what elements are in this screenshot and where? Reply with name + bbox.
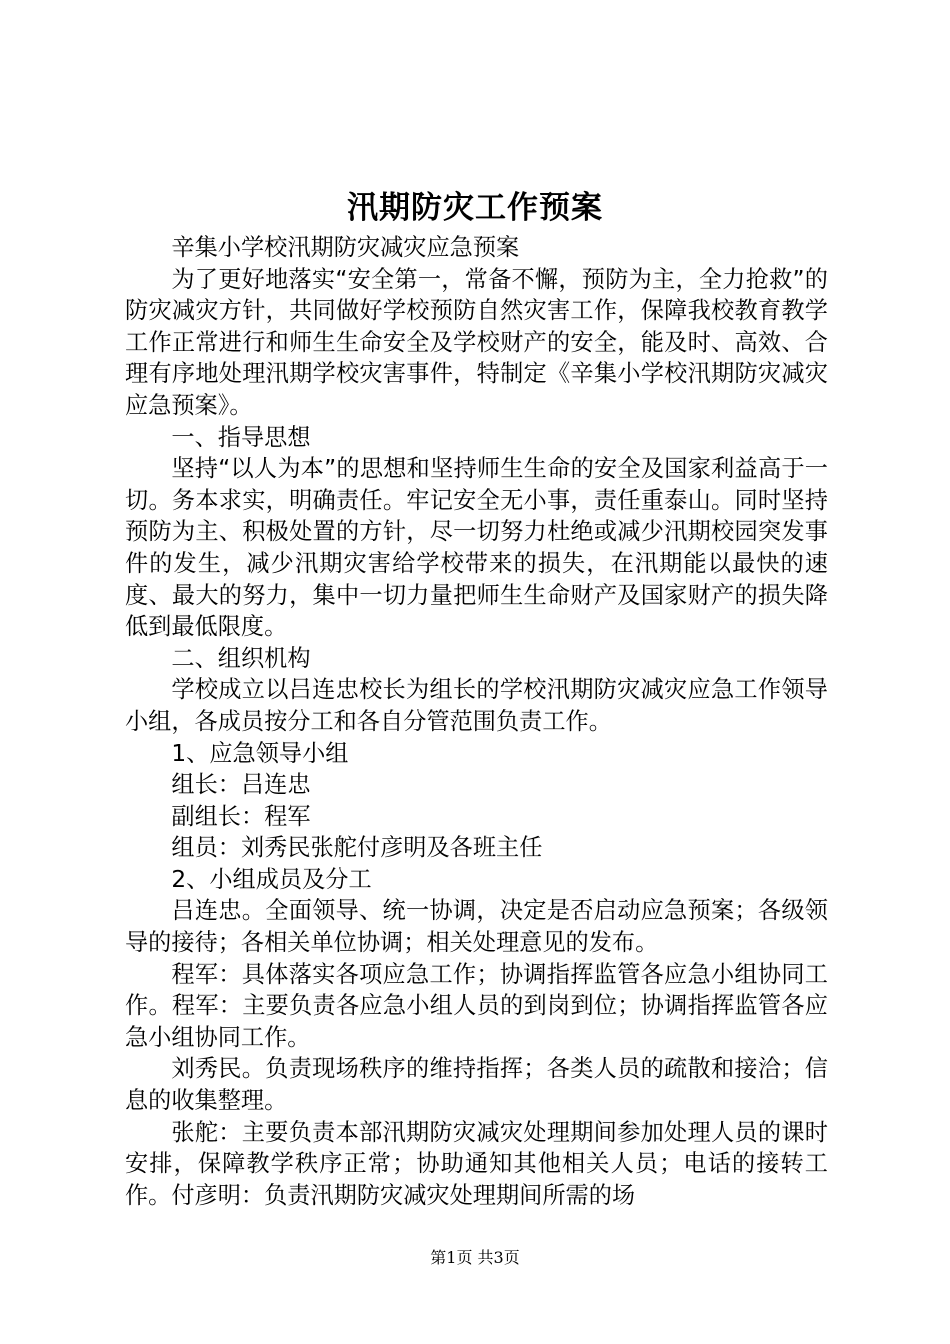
paragraph-duty-lv: 吕连忠。全面领导、统一协调，决定是否启动应急预案；各级领导的接待；各相关单位协调；相关处理意见的发布。	[125, 897, 828, 957]
paragraph-duty-liu: 刘秀民。负责现场秩序的维持指挥；各类人员的疏散和接洽；信息的收集整理。	[125, 1055, 828, 1115]
paragraph-organization: 学校成立以吕连忠校长为组长的学校汛期防灾减灾应急工作领导小组，各成员按分工和各自分管范围负责工作。	[125, 676, 828, 735]
paragraph-deputy-leader: 副组长：程军	[171, 802, 311, 830]
paragraph-intro: 为了更好地落实“安全第一，常备不懈，预防为主，全力抢救”的防灾减灾方针，共同做好学校预防自然灾害工作，保障我校教育教学工作正常进行和师生生命安全及学校财产的安全，能及时、高效、合理有序地处理汛期学校灾害事件，特制定《辛集小学校汛期防灾减灾应急预案》。	[125, 265, 828, 419]
paragraph-subtitle: 辛集小学校汛期防灾减灾应急预案	[171, 234, 520, 261]
heading-organization: 二、组织机构	[171, 644, 311, 672]
document-title: 汛期防灾工作预案	[347, 190, 603, 226]
paragraph-leader: 组长：吕连忠	[171, 771, 311, 799]
page-footer: 第1页 共3页	[430, 1248, 520, 1267]
paragraph-duty-cheng: 程军：具体落实各项应急工作；协调指挥监管各应急小组协同工作。程军：主要负责各应急小组人员的到岗到位；协调指挥监管各应急小组协同工作。	[125, 960, 828, 1051]
paragraph-guiding-thought: 坚持“以人为本”的思想和坚持师生生命的安全及国家利益高于一切。务本求实，明确责任。牢记安全无小事，责任重泰山。同时坚持预防为主、积极处置的方针，尽一切努力杜绝或减少汛期校园突发事件的发生，减少汛期灾害给学校带来的损失，在汛期能以最快的速度、最大的努力，集中一切力量把师生生命财产及国家财产的损失降低到最低限度。	[125, 455, 828, 641]
paragraph-duty-zhang: 张舵：主要负责本部汛期防灾减灾处理期间参加处理人员的课时安排，保障教学秩序正常；协助通知其他相关人员；电话的接转工作。付彦明：负责汛期防灾减灾处理期间所需的场	[125, 1118, 828, 1209]
heading-guiding-thought: 一、指导思想	[171, 423, 311, 451]
paragraph-members: 组员：刘秀民张舵付彦明及各班主任	[171, 834, 543, 862]
heading-member-duties: 2、小组成员及分工	[171, 865, 372, 893]
document-body	[125, 232, 828, 1211]
heading-leadership-group: 1、应急领导小组	[171, 739, 349, 767]
